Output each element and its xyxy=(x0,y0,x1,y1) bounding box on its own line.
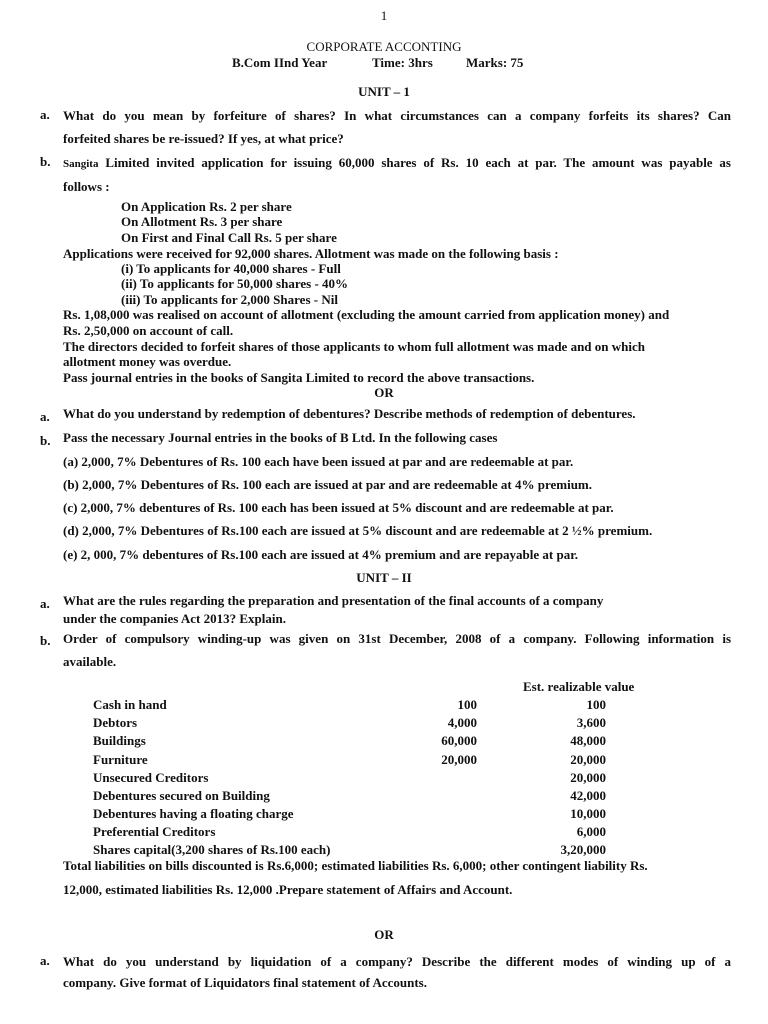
table-row-est: 48,000 xyxy=(570,733,606,748)
payment-allotment: On Allotment Rs. 3 per share xyxy=(121,214,283,229)
table-row-est: 100 xyxy=(586,697,606,712)
table-row-book: 20,000 xyxy=(441,752,477,767)
u2-qb-line2: available. xyxy=(63,654,117,669)
u1-qb-line1 xyxy=(63,151,731,176)
u1-qa-letter: a. xyxy=(40,107,50,122)
table-row-name: Debtors xyxy=(93,715,138,730)
directors-line2: allotment money was overdue. xyxy=(63,354,232,369)
applications-text: Applications were received for 92,000 shares. Allotment was made on the following basis : xyxy=(63,246,559,261)
u1-qb-letter: b. xyxy=(40,154,51,169)
u1-qa2-letter: a. xyxy=(40,409,50,424)
u2-qb-letter: b. xyxy=(40,633,51,648)
table-row-name: Buildings xyxy=(93,733,146,748)
marks-label: Marks: 75 xyxy=(466,55,524,70)
payment-application: On Application Rs. 2 per share xyxy=(121,199,292,214)
paper-title: CORPORATE ACCONTING xyxy=(306,39,462,54)
realised-line2: Rs. 2,50,000 on account of call. xyxy=(63,323,234,338)
u1-qb-line2: follows : xyxy=(63,179,110,194)
realised-line1: Rs. 1,08,000 was realised on account of allotment (excluding the amount carried from application money) and xyxy=(63,307,670,322)
page-number: 1 xyxy=(380,8,388,23)
directors-line1: The directors decided to forfeit shares of those applicants to whom full allotment was made and on which xyxy=(63,339,645,354)
basis-1: (i) To applicants for 40,000 shares - Full xyxy=(121,261,341,276)
table-row-name: Unsecured Creditors xyxy=(93,770,209,785)
u2-qa-line1: What are the rules regarding the preparation and presentation of the final accounts of a company xyxy=(63,593,604,608)
course-label: B.Com IInd Year xyxy=(232,55,328,70)
payment-final-call: On First and Final Call Rs. 5 per share xyxy=(121,230,337,245)
unit1-heading: UNIT – 1 xyxy=(358,84,410,99)
est-header: Est. realizable value xyxy=(523,679,635,694)
or-divider-2: OR xyxy=(374,927,394,942)
table-row-est: 3,20,000 xyxy=(560,842,606,857)
u1-qb2-letter: b. xyxy=(40,433,51,448)
u2-qa2-line2: company. Give format of Liquidators final statement of Accounts. xyxy=(63,975,427,990)
u1-qb2-text: Pass the necessary Journal entries in the books of B Ltd. In the following cases xyxy=(63,430,498,445)
u1-qb-line1-rest: Limited invited application for issuing 60,000 shares of Rs. 10 each at par. The amount was payable as xyxy=(98,155,731,170)
table-row-name: Preferential Creditors xyxy=(93,824,216,839)
case-c: (c) 2,000, 7% debentures of Rs. 100 each has been issued at 5% discount and are redeemable at par. xyxy=(63,500,614,515)
table-row-book: 4,000 xyxy=(447,715,477,730)
case-e: (e) 2, 000, 7% debentures of Rs.100 each are issued at 4% premium and are repayable at par. xyxy=(63,547,579,562)
company-name: Sangita xyxy=(63,158,99,170)
table-row-book: 100 xyxy=(457,697,477,712)
table-row-est: 20,000 xyxy=(570,770,606,785)
unit2-heading: UNIT – II xyxy=(356,570,412,585)
u2-qa-letter: a. xyxy=(40,596,50,611)
u2-qa2-line1: What do you understand by liquidation of a company? Describe the different modes of winding up of a xyxy=(63,954,731,969)
basis-2: (ii) To applicants for 50,000 shares - 40% xyxy=(121,276,349,291)
case-d: (d) 2,000, 7% Debentures of Rs.100 each are issued at 5% discount and are redeemable at 2 ½% premium. xyxy=(63,523,653,538)
u2-qb-line1: Order of compulsory winding-up was given on 31st December, 2008 of a company. Following information is xyxy=(63,631,731,646)
table-row-est: 10,000 xyxy=(570,806,606,821)
table-row-est: 3,600 xyxy=(576,715,606,730)
case-a: (a) 2,000, 7% Debentures of Rs. 100 each have been issued at par and are redeemable at par. xyxy=(63,454,574,469)
u2-qa2-letter: a. xyxy=(40,953,50,968)
time-label: Time: 3hrs xyxy=(372,55,433,70)
basis-3: (iii) To applicants for 2,000 Shares - Nil xyxy=(121,292,338,307)
pass-entries: Pass journal entries in the books of Sangita Limited to record the above transactions. xyxy=(63,370,535,385)
table-row-book: 60,000 xyxy=(441,733,477,748)
u1-qa-line1: What do you mean by forfeiture of shares? In what circumstances can a company forfeits its shares? Can xyxy=(63,108,731,123)
table-row-est: 6,000 xyxy=(576,824,606,839)
case-b: (b) 2,000, 7% Debentures of Rs. 100 each are issued at par and are redeemable at 4% premium. xyxy=(63,477,593,492)
table-row-name: Shares capital(3,200 shares of Rs.100 each) xyxy=(93,842,331,857)
table-row-name: Cash in hand xyxy=(93,697,167,712)
table-row-est: 42,000 xyxy=(570,788,606,803)
or-divider-1: OR xyxy=(374,385,394,400)
u1-qa2-text: What do you understand by redemption of debentures? Describe methods of redemption of debentures. xyxy=(63,406,636,421)
u1-qa-line2: forfeited shares be re-issued? If yes, at what price? xyxy=(63,131,344,146)
table-row-est: 20,000 xyxy=(570,752,606,767)
table-row-name: Debentures having a floating charge xyxy=(93,806,294,821)
total-liabilities-line1: Total liabilities on bills discounted is Rs.6,000; estimated liabilities Rs. 6,000; other contingent liability Rs. xyxy=(63,858,648,873)
table-row-name: Furniture xyxy=(93,752,148,767)
u2-qa-line2: under the companies Act 2013? Explain. xyxy=(63,611,286,626)
table-row-name: Debentures secured on Building xyxy=(93,788,270,803)
total-liabilities-line2: 12,000, estimated liabilities Rs. 12,000 .Prepare statement of Affairs and Account. xyxy=(63,882,513,897)
